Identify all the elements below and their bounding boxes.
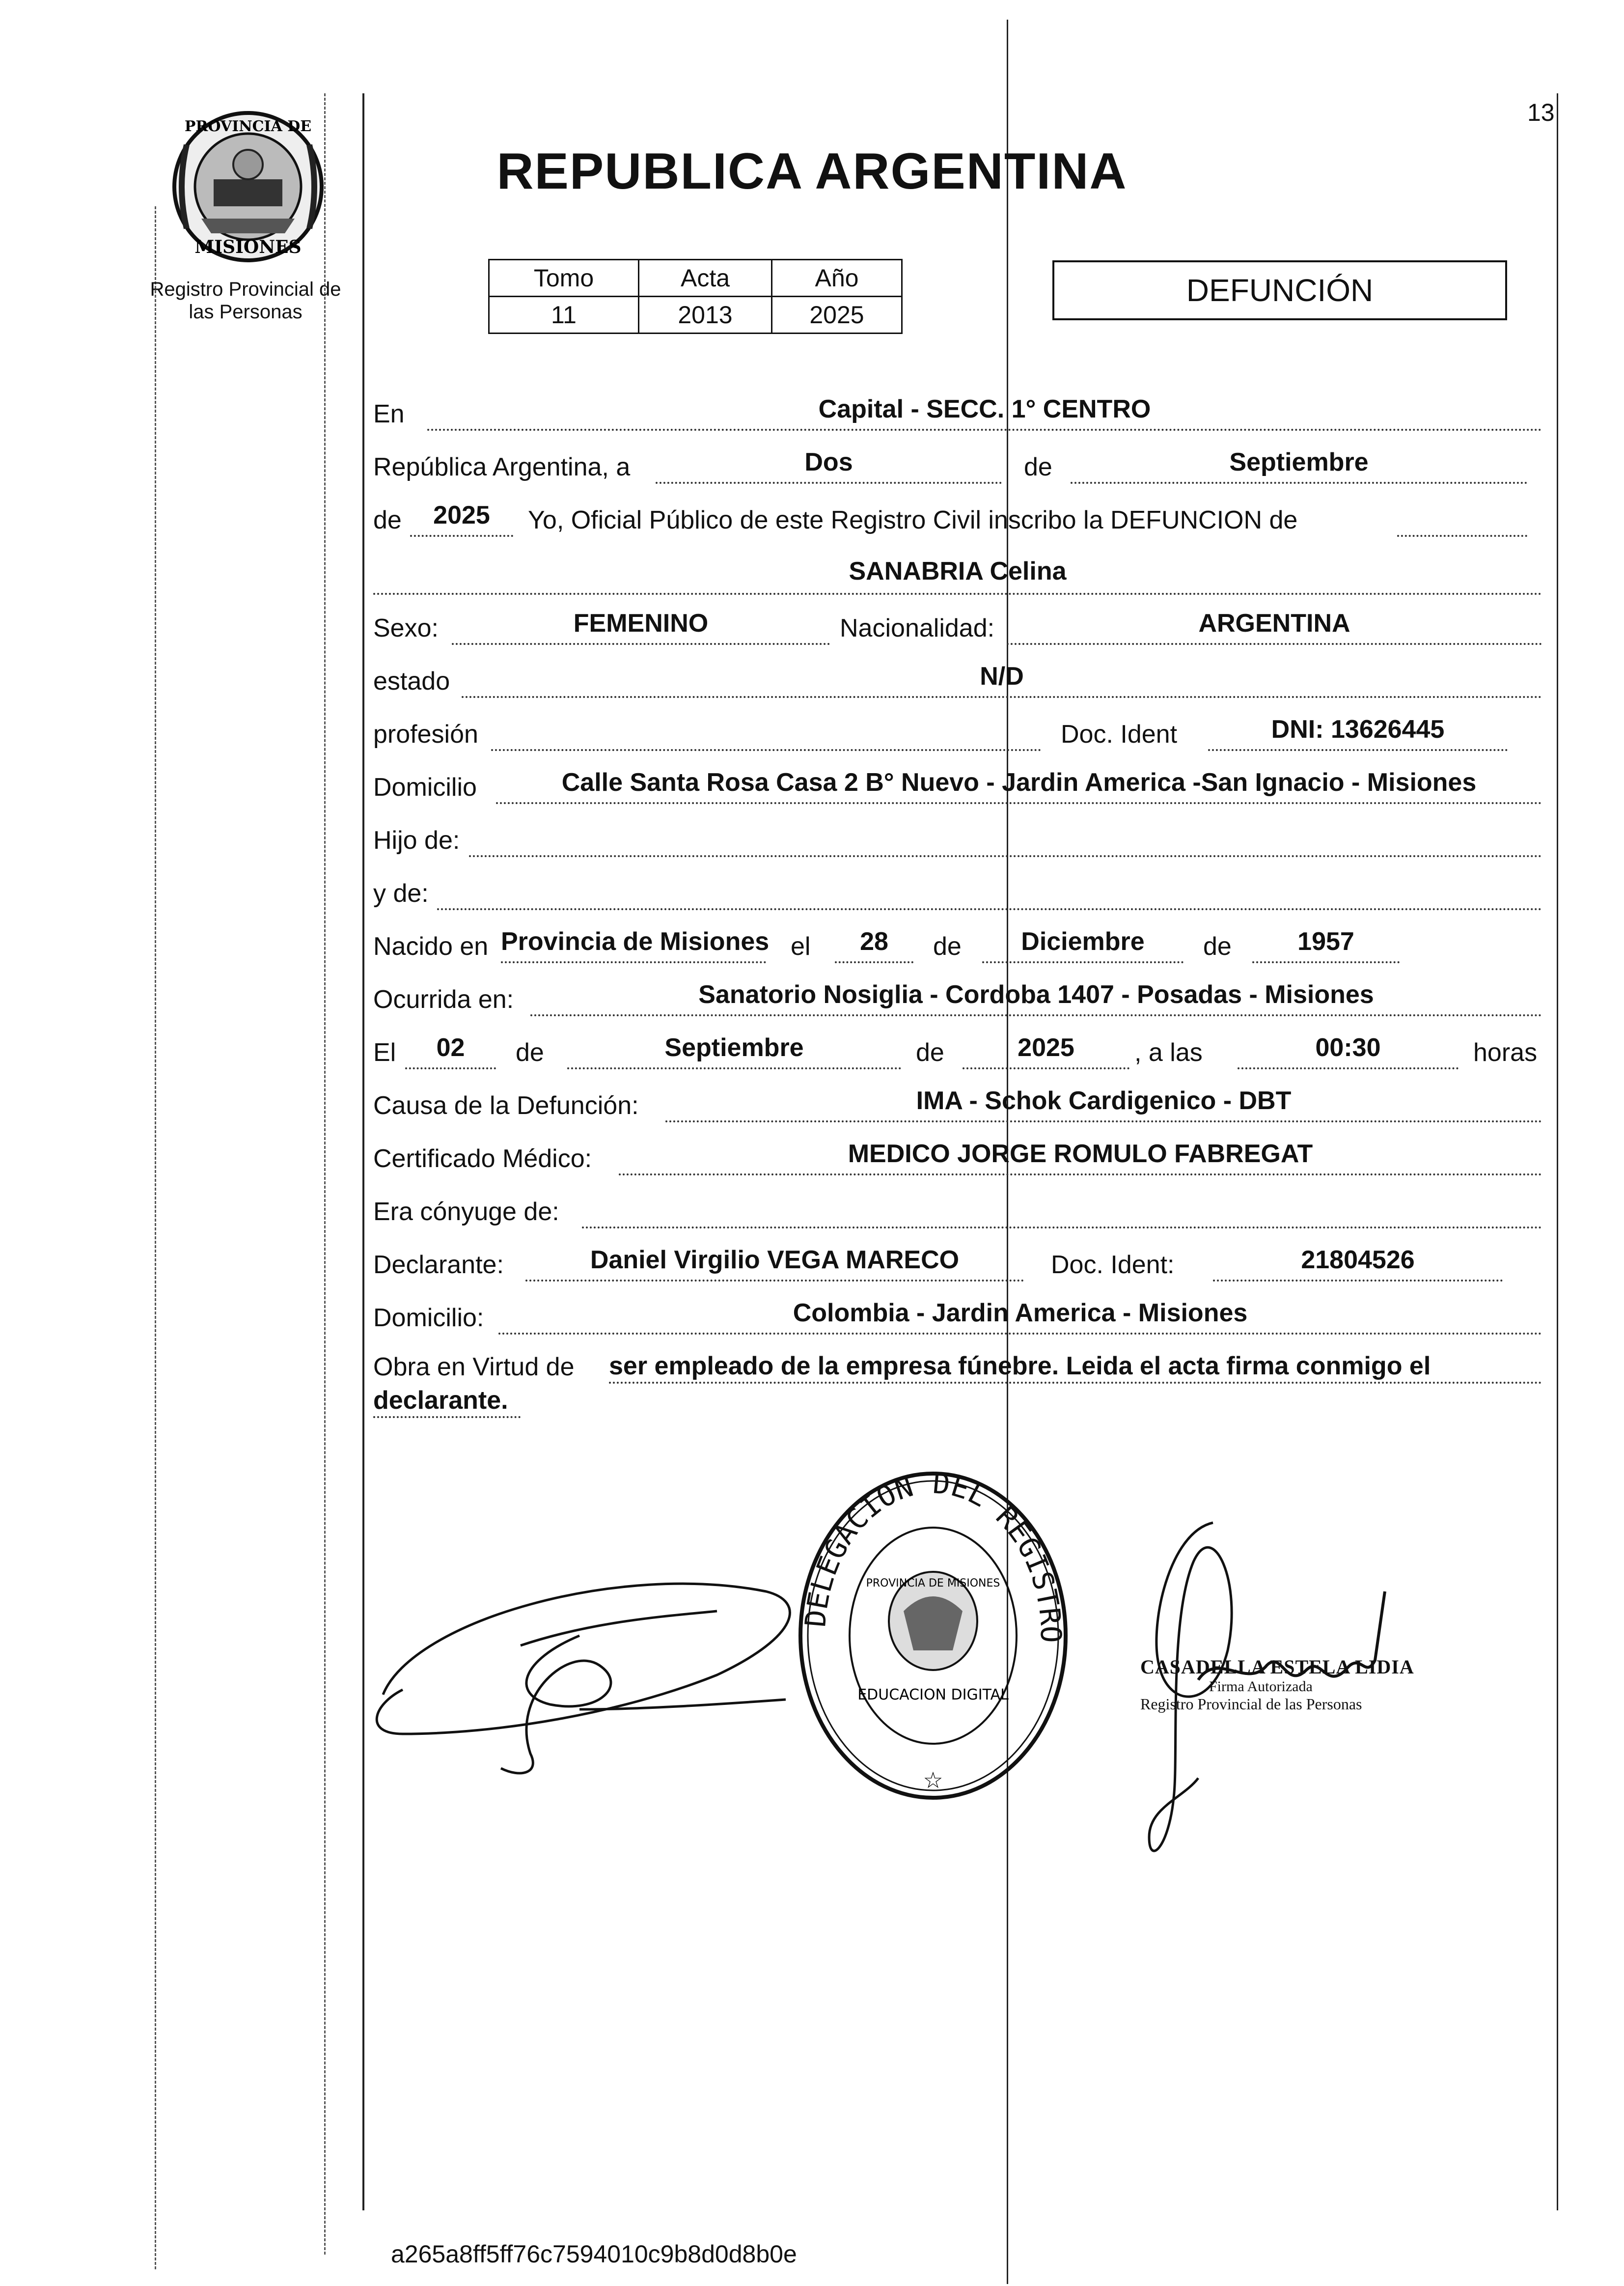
row-yde	[373, 860, 1542, 913]
row-obra	[373, 1338, 1542, 1387]
death-month-value: Septiembre	[664, 1033, 804, 1062]
acta-header: Acta	[639, 260, 772, 297]
sexo-value: FEMENINO	[573, 609, 709, 638]
logo-text-bottom: MISIONES	[194, 237, 302, 257]
row-profesion	[373, 701, 1542, 754]
profesion-label: profesión	[373, 720, 478, 749]
row-causa	[373, 1072, 1542, 1125]
document-hash: a265a8ff5ff76c7594010c9b8d0d8b0e	[391, 2240, 797, 2268]
domicilio2-value: Colombia - Jardin America - Misiones	[793, 1299, 1248, 1327]
obra-value: ser empleado de la empresa fúnebre. Leida el acta firma conmigo el	[609, 1352, 1431, 1380]
registrar-name: CASADELLA ESTELA LIDIA	[1140, 1656, 1414, 1678]
page-title: REPUBLICA ARGENTINA	[496, 143, 1128, 200]
row-domicilio	[373, 754, 1542, 807]
birth-day-value: 28	[860, 927, 888, 956]
en-value: Capital - SECC. 1° CENTRO	[818, 395, 1151, 423]
row-sexo	[373, 595, 1542, 648]
logo-caption	[142, 278, 349, 323]
birth-de2-label: de	[1203, 932, 1232, 961]
death-day-value: 02	[436, 1033, 465, 1062]
left-punch-guide-2	[324, 93, 326, 2255]
left-punch-guide	[155, 206, 156, 2269]
doc-ident-label: Doc. Ident	[1061, 720, 1178, 749]
seal-outer-text: DELEGACION DEL REGISTRO	[798, 1466, 1068, 1643]
death-de1-label: de	[516, 1038, 544, 1067]
conyuge-label: Era cónyuge de:	[373, 1198, 559, 1226]
page-number: 13	[1527, 99, 1555, 126]
doc2-value: 21804526	[1301, 1246, 1415, 1274]
row-ocurrida	[373, 966, 1542, 1019]
row-declarante	[373, 1231, 1542, 1284]
year-value: 2025	[433, 501, 490, 530]
anio-header: Año	[772, 260, 902, 297]
row-certificado	[373, 1125, 1542, 1178]
record-table	[488, 259, 903, 334]
doc2-label: Doc. Ident:	[1051, 1251, 1175, 1279]
registrar-title: Firma Autorizada	[1209, 1678, 1313, 1695]
obra-label: Obra en Virtud de	[373, 1353, 575, 1381]
seal-inner-text: PROVINCIA DE MISIONES	[866, 1577, 1000, 1589]
day-value: Dos	[804, 448, 853, 476]
birth-de1-label: de	[933, 932, 962, 961]
row-nacido	[373, 913, 1542, 966]
acta-value: 2013	[639, 297, 772, 334]
row-republica	[373, 434, 1542, 487]
hijo-label: Hijo de:	[373, 826, 460, 855]
certificado-label: Certificado Médico:	[373, 1144, 592, 1173]
estado-value: N/D	[980, 662, 1024, 691]
horas-label: horas	[1473, 1038, 1538, 1067]
en-label: En	[373, 400, 405, 428]
ocurrida-value: Sanatorio Nosiglia - Cordoba 1407 - Posadas - Misiones	[698, 980, 1374, 1009]
logo-text-top: PROVINCIA DE	[184, 118, 312, 135]
death-year-value: 2025	[1018, 1033, 1074, 1062]
row-name	[373, 540, 1542, 595]
birth-year-value: 1957	[1297, 927, 1354, 956]
year-prefix-label: de	[373, 506, 402, 534]
row-conyuge	[373, 1178, 1542, 1231]
registrar-office: Registro Provincial de las Personas	[1140, 1695, 1362, 1713]
row-death-date	[373, 1019, 1542, 1072]
el2-label: El	[373, 1038, 396, 1067]
logo-caption-line1: Registro Provincial de	[150, 279, 341, 300]
logo-caption-line2: las Personas	[189, 301, 303, 323]
obra-value-line2: declarante.	[373, 1386, 508, 1415]
row-hijo	[373, 807, 1542, 860]
row-domicilio2	[373, 1284, 1542, 1338]
record-table-header-row	[489, 260, 902, 297]
oficial-text: Yo, Oficial Público de este Registro Civil inscribo la DEFUNCION de	[528, 506, 1298, 534]
death-de2-label: de	[916, 1038, 944, 1067]
causa-label: Causa de la Defunción:	[373, 1091, 639, 1120]
row-estado	[373, 648, 1542, 701]
official-seal	[791, 1464, 1075, 1808]
nacionalidad-label: Nacionalidad:	[840, 614, 995, 642]
birth-month-value: Diciembre	[1021, 927, 1145, 956]
causa-value: IMA - Schok Cardigenico - DBT	[916, 1087, 1292, 1115]
domicilio-value: Calle Santa Rosa Casa 2 B° Nuevo - Jardin America -San Ignacio - Misiones	[561, 768, 1477, 797]
row-year	[373, 487, 1542, 540]
record-table-value-row	[489, 297, 902, 334]
alas-label: , a las	[1134, 1038, 1203, 1067]
row-obra2	[373, 1387, 1542, 1421]
ocurrida-label: Ocurrida en:	[373, 985, 514, 1014]
republica-label: República Argentina, a	[373, 453, 631, 481]
row-en	[373, 381, 1542, 434]
death-time-value: 00:30	[1315, 1033, 1381, 1062]
declarante-value: Daniel Virgilio VEGA MARECO	[590, 1246, 960, 1274]
anio-value: 2025	[772, 297, 902, 334]
nacido-label: Nacido en	[373, 932, 489, 961]
domicilio2-label: Domicilio:	[373, 1304, 484, 1332]
yde-label: y de:	[373, 879, 429, 908]
deceased-name: SANABRIA Celina	[849, 557, 1067, 585]
death-record-form	[373, 381, 1542, 1421]
seal-inner-bottom: EDUCACION DIGITAL	[857, 1686, 1009, 1703]
de-label: de	[1024, 453, 1052, 481]
domicilio-label: Domicilio	[373, 773, 477, 802]
estado-label: estado	[373, 667, 450, 696]
svg-text:☆: ☆	[923, 1767, 943, 1793]
month-value: Septiembre	[1229, 448, 1369, 476]
registrar-stamp	[1140, 1655, 1435, 1713]
left-margin-rule	[362, 93, 364, 2210]
declarant-signature	[373, 1547, 815, 1778]
certificado-value: MEDICO JORGE ROMULO FABREGAT	[848, 1140, 1313, 1168]
tomo-value: 11	[489, 297, 639, 334]
nacionalidad-value: ARGENTINA	[1198, 609, 1350, 638]
el-label: el	[791, 932, 811, 961]
tomo-header: Tomo	[489, 260, 639, 297]
record-type-box: DEFUNCIÓN	[1052, 260, 1507, 320]
doc-ident-value: DNI: 13626445	[1271, 715, 1445, 744]
sexo-label: Sexo:	[373, 614, 439, 642]
declarante-label: Declarante:	[373, 1251, 504, 1279]
right-margin-rule	[1557, 93, 1558, 2210]
birthplace-value: Provincia de Misiones	[501, 927, 770, 956]
